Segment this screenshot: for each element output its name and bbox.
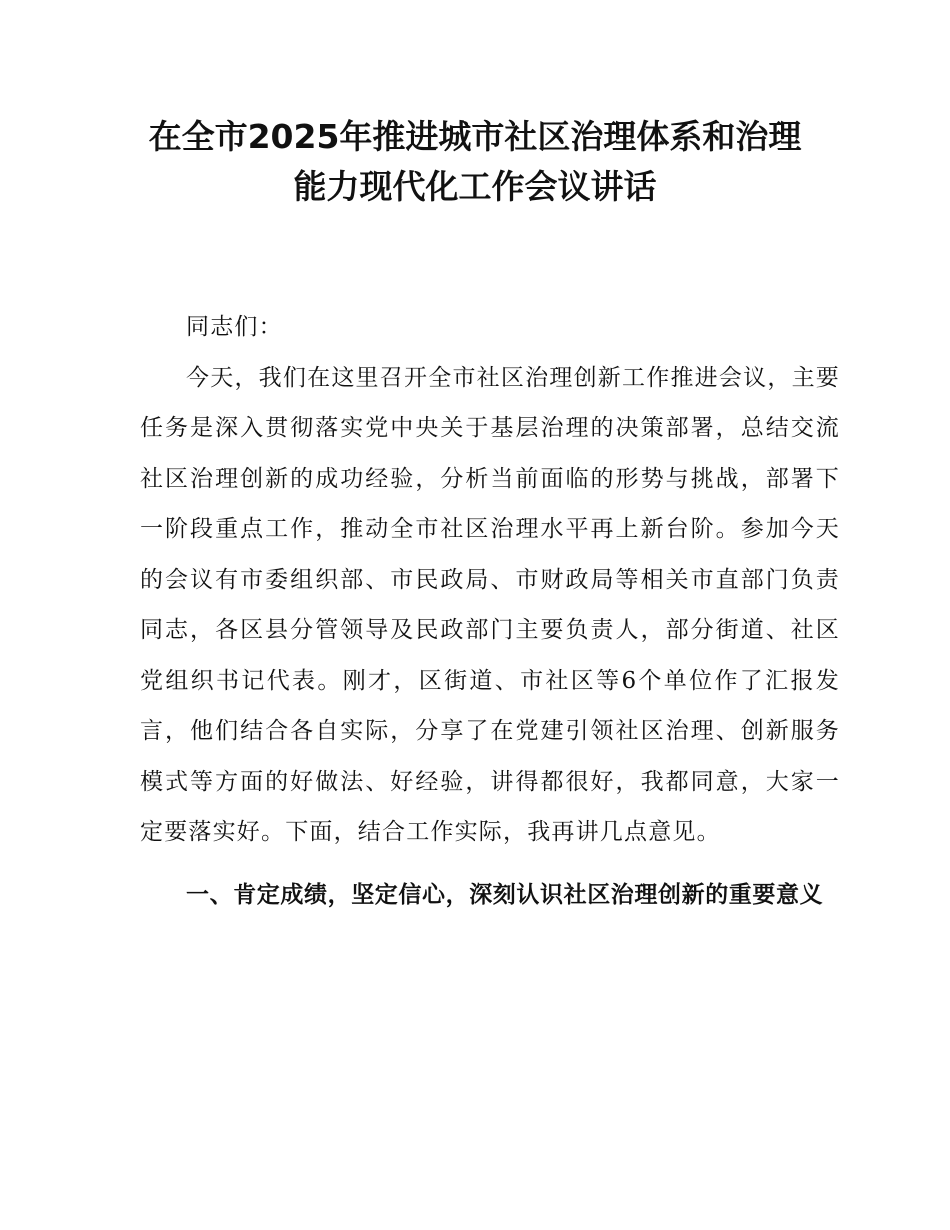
greeting: 同志们：	[186, 314, 283, 340]
document-title	[100, 112, 850, 212]
section-heading-1: 一、肯定成绩，坚定信心，深刻认识社区治理创新的重要意义	[186, 881, 824, 908]
paragraph-intro: 今天，我们在这里召开全市社区治理创新工作推进会议，主要任务是深入贯彻落实党中央关于基层治理的决策部署，总结交流社区治理创新的成功经验，分析当前面临的形势与挑战，部署下一阶段重点工作，推动全市社区治理水平再上新台阶。参加今天的会议有市委组织部、市民政局、市财政局等相关市直部门负责同志，各区县分管领导及民政部门主要负责人，部分街道、社区党组织书记代表。刚才，区街道、市社区等6个单位作了汇报发言，他们结合各自实际，分享了在党建引领社区治理、创新服务模式等方面的好做法、好经验，讲得都很好，我都同意，大家一定要落实好。下面，结合工作实际，我再讲几点意见。	[140, 364, 840, 845]
document-body	[140, 302, 840, 920]
title-line-1: 在全市2025年推进城市社区治理体系和治理	[148, 117, 802, 156]
title-line-2: 能力现代化工作会议讲话	[293, 167, 657, 206]
